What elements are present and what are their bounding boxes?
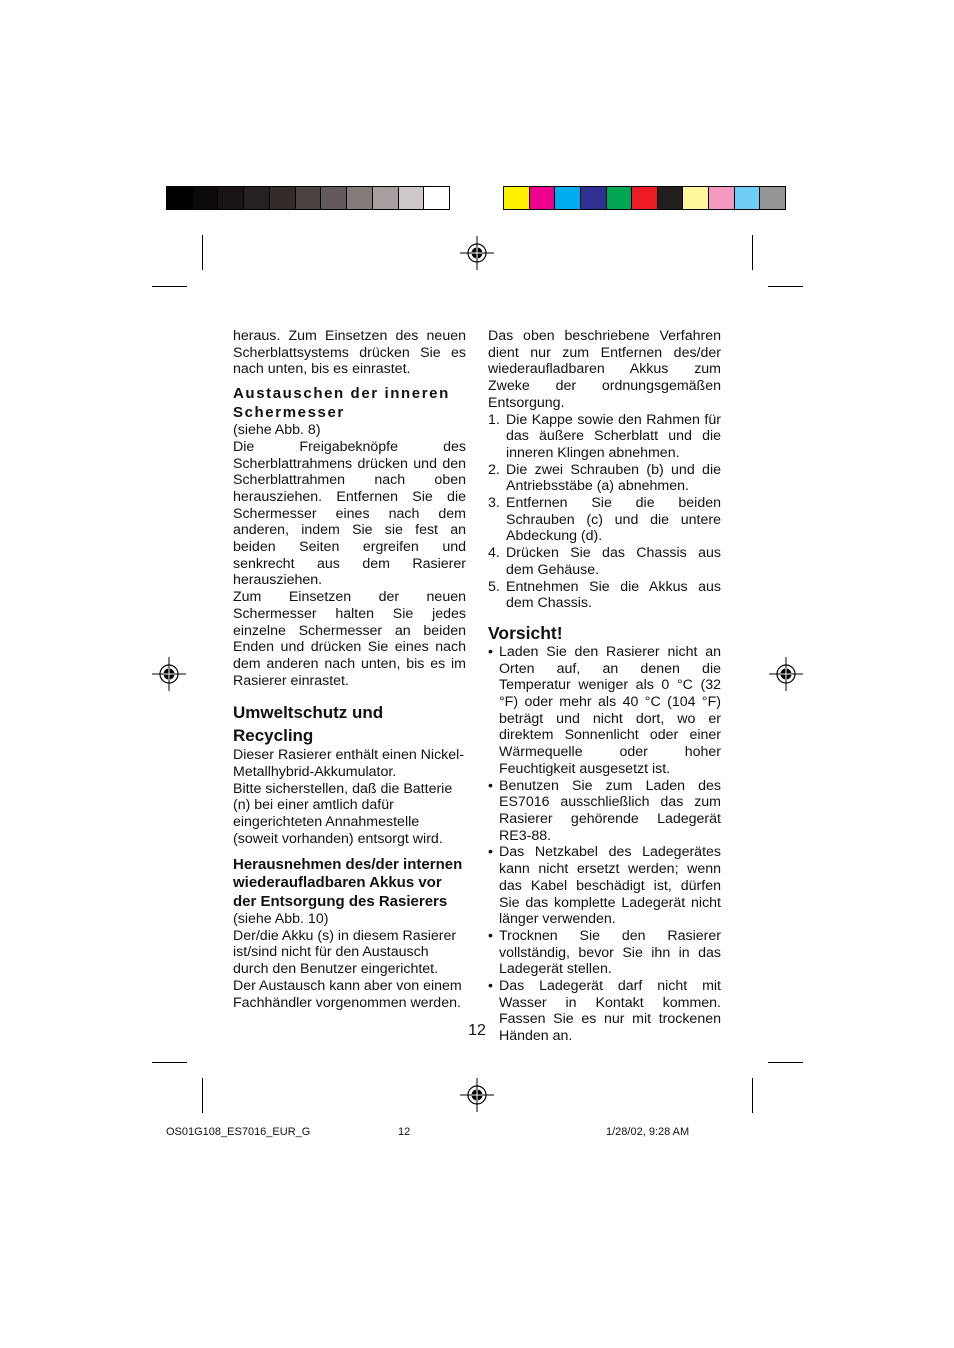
grayscale-color-bar (166, 186, 450, 210)
color-swatch (735, 187, 761, 209)
heading-environment: Umweltschutz und Recycling (233, 703, 384, 746)
figure-reference: (siehe Abb. 10) (233, 911, 329, 928)
color-swatch (504, 187, 530, 209)
color-swatch (218, 187, 244, 209)
list-item: 4. Drücken Sie das Chassis aus dem Gehäuse. (488, 545, 721, 578)
crop-mark (768, 1062, 803, 1063)
crop-mark (752, 235, 753, 270)
heading-inner-blades: Austauschen der inneren Schermesser (233, 385, 450, 421)
footer-filename: OS01G108_ES7016_EUR_G (166, 1126, 311, 1138)
crop-mark (152, 286, 187, 287)
color-swatch (607, 187, 633, 209)
color-swatch (373, 187, 399, 209)
bullet-icon: • (488, 978, 493, 995)
color-swatch (193, 187, 219, 209)
list-item: • Benutzen Sie zum Laden des ES7016 ausschließlich das zum Rasierer gehörende Ladegerät RE3-88. (488, 777, 721, 844)
color-swatch (581, 187, 607, 209)
registration-mark-icon (769, 657, 803, 691)
color-swatch (244, 187, 270, 209)
color-swatch (270, 187, 296, 209)
right-column (488, 328, 721, 1045)
color-swatch (683, 187, 709, 209)
bullet-icon: • (488, 844, 493, 861)
crop-mark (768, 286, 803, 287)
list-item: 3. Entfernen Sie die beiden Schrauben (c) und die untere Abdeckung (d). (488, 495, 721, 545)
color-swatch (709, 187, 735, 209)
paragraph: Die Freigabeknöpfe des Scherblattrahmens drücken und den Scherblattrahmen nach oben herausziehen. Entfernen Sie die Schermesser eines nach dem anderen, indem Sie sie fest an beiden Seiten ergreifen und senkrecht aus dem Rasierer herausziehen. (233, 438, 466, 589)
list-item: 5. Entnehmen Sie die Akkus aus dem Chassis. (488, 578, 721, 612)
color-swatch (296, 187, 322, 209)
bullet-icon: • (488, 927, 493, 944)
paragraph: heraus. Zum Einsetzen des neuen Scherblattsystems drücken Sie es nach unten, bis es einrastet. (233, 328, 466, 378)
list-item: • Laden Sie den Rasierer nicht an Orten auf, an denen die Temperatur weniger als 0 °C (32 °F) oder mehr als 40 °C (104 °F) beträgt und nicht dort, wo er direktem Sonnenlicht oder einer Wärmequelle oder hoher Feuchtigkeit ausgesetzt ist. (488, 643, 721, 777)
page-number: 12 (468, 1022, 486, 1039)
paragraph: Bitte sicherstellen, daß die Batterie (n) bei einer amtlich dafür eingerichteten Annahmestelle (soweit vorhanden) entsorgt wird. (233, 780, 453, 847)
color-swatch (347, 187, 373, 209)
caution-list (488, 644, 721, 1045)
list-item: 1. Die Kappe sowie den Rahmen für das äußere Scherblatt und die inneren Klingen abnehmen. (488, 411, 721, 461)
color-swatch (555, 187, 581, 209)
paragraph: Der Austausch kann aber von einem Fachhändler vorgenommen werden. (233, 977, 462, 1011)
bullet-icon: • (488, 643, 493, 660)
list-item: 2. Die zwei Schrauben (b) und die Antriebsstäbe (a) abnehmen. (488, 461, 721, 495)
footer-page: 12 (398, 1126, 411, 1138)
color-swatch (321, 187, 347, 209)
registration-mark-icon (460, 1078, 494, 1112)
heading-caution: Vorsicht! (488, 622, 563, 643)
steps-list (488, 412, 721, 612)
registration-mark-icon (460, 236, 494, 270)
paragraph: Zum Einsetzen der neuen Schermesser halten Sie jedes einzelne Schermesser an beiden Enden und drücken Sie eines nach dem anderen nach unten, bis es im Rasierer einrastet. (233, 589, 466, 689)
left-column (233, 328, 466, 1011)
color-swatch (760, 187, 785, 209)
crop-mark (202, 1078, 203, 1113)
color-swatch (424, 187, 449, 209)
list-item: • Trocknen Sie den Rasierer vollständig, bevor Sie ihn in das Ladegerät stellen. (488, 927, 721, 978)
list-item: • Das Netzkabel des Ladegerätes kann nicht ersetzt werden; wenn das Kabel beschädigt ist, dürfen Sie das komplette Ladegerät nicht länger verwenden. (488, 844, 721, 928)
color-swatch (530, 187, 556, 209)
figure-reference: (siehe Abb. 8) (233, 422, 321, 439)
paragraph: Das oben beschriebene Verfahren dient nur zum Entfernen des/der wiederaufladbaren Akkus zum Zweke der ordnungsgemäßen Entsorgung. (488, 328, 721, 411)
registration-mark-icon (152, 657, 186, 691)
crop-mark (152, 1062, 187, 1063)
crop-mark (752, 1078, 753, 1113)
color-swatch (399, 187, 425, 209)
crop-mark (202, 235, 203, 270)
cmyk-color-bar (503, 186, 786, 210)
list-item: • Das Ladegerät darf nicht mit Wasser in Kontakt kommen. Fassen Sie es nur mit trockenen Händen an. (488, 978, 721, 1045)
bullet-icon: • (488, 777, 493, 794)
footer-date: 1/28/02, 9:28 AM (606, 1126, 690, 1138)
paragraph: Der/die Akku (s) in diesem Rasierer ist/sind nicht für den Austausch durch den Benutzer eingerichtet. (233, 927, 457, 978)
color-swatch (658, 187, 684, 209)
color-swatch (632, 187, 658, 209)
heading-remove-battery: Herausnehmen des/der internen wiederaufladbaren Akkus vor der Entsorgung des Rasierers (233, 855, 463, 910)
color-swatch (167, 187, 193, 209)
paragraph: Dieser Rasierer enthält einen Nickel-Metallhybrid-Akkumulator. (233, 747, 465, 781)
